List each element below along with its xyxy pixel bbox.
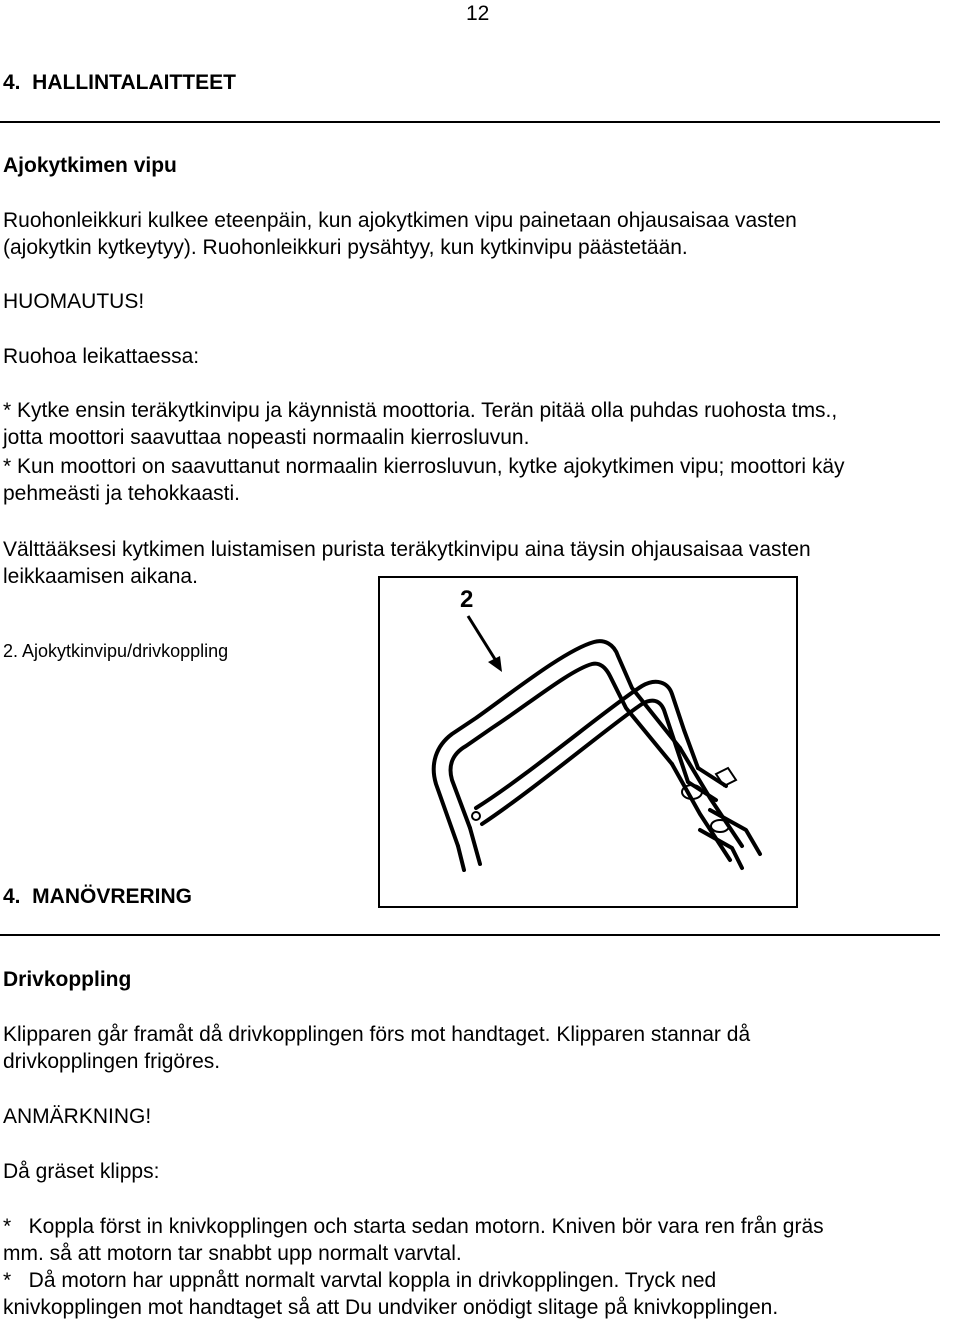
heading-rule-sv (0, 934, 940, 936)
subheading-fi: Ajokytkimen vipu (3, 154, 177, 177)
bullet-line: * Koppla först in knivkopplingen och starta sedan motorn. Kniven bör vara ren från gräs (3, 1215, 824, 1238)
note-intro-sv: Då gräset klipps: (3, 1160, 160, 1183)
bullet-line: * Då motorn har uppnått normalt varvtal koppla in drivkopplingen. Tryck ned (3, 1269, 717, 1292)
page-number: 12 (466, 2, 490, 25)
bullet-line: jotta moottori saavuttaa nopeasti normaalin kierrosluvun. (3, 426, 530, 449)
bullet-line: * Kytke ensin teräkytkinvipu ja käynnistä moottoria. Terän pitää olla puhdas ruohosta tms., (3, 399, 838, 422)
paragraph-line: Ruohonleikkuri kulkee eteenpäin, kun ajokytkimen vipu painetaan ohjausaisaa vasten (3, 209, 797, 232)
paragraph-line: drivkopplingen frigöres. (3, 1050, 221, 1073)
note-label-fi: HUOMAUTUS! (3, 290, 145, 313)
paragraph-line: (ajokytkin kytkeytyy). Ruohonleikkuri pysähtyy, kun kytkinvipu päästetään. (3, 236, 688, 259)
bullet-line: pehmeästi ja tehokkaasti. (3, 482, 240, 505)
section-heading-fi: 4. HALLINTALAITTEET (3, 71, 236, 94)
figure-frame (378, 576, 798, 908)
bullet-line: * Kun moottori on saavuttanut normaalin kierrosluvun, kytke ajokytkimen vipu; moottori käy (3, 455, 845, 478)
section-heading-sv: 4. MANÖVRERING (3, 885, 193, 908)
subheading-sv: Drivkoppling (3, 968, 132, 991)
handlebar-lever-illustration (380, 578, 800, 910)
bullet-line: knivkopplingen mot handtaget så att Du undviker onödigt slitage på knivkopplingen. (3, 1296, 779, 1319)
paragraph-line: leikkaamisen aikana. (3, 565, 198, 588)
note-intro-fi: Ruohoa leikattaessa: (3, 345, 200, 368)
note-label-sv: ANMÄRKNING! (3, 1105, 152, 1128)
heading-rule-fi (0, 121, 940, 123)
figure-caption: 2. Ajokytkinvipu/drivkoppling (3, 641, 229, 661)
paragraph-line: Välttääksesi kytkimen luistamisen purista teräkytkinvipu aina täysin ohjausaisaa vasten (3, 538, 811, 561)
paragraph-line: Klipparen går framåt då drivkopplingen förs mot handtaget. Klipparen stannar då (3, 1023, 751, 1046)
bullet-line: mm. så att motorn tar snabbt upp normalt varvtal. (3, 1242, 462, 1265)
callout-number: 2 (460, 586, 474, 613)
